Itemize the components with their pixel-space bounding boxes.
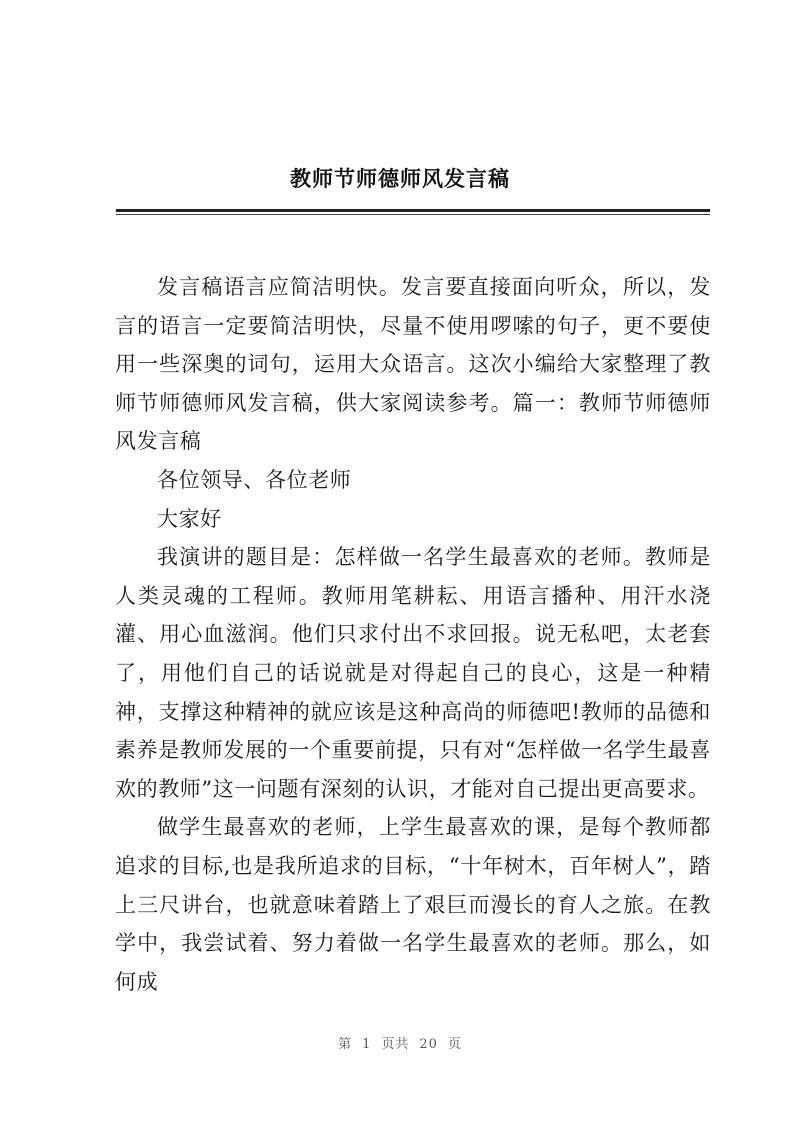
page-footer bbox=[0, 1033, 800, 1052]
footer-prefix: 第 bbox=[338, 1037, 353, 1052]
footer-page-number: 1 bbox=[362, 1037, 372, 1052]
footer-total-pages: 20 bbox=[419, 1037, 438, 1052]
paragraph-greeting: 大家好 bbox=[157, 506, 222, 531]
document-body bbox=[115, 268, 711, 1001]
footer-suffix: 页 bbox=[447, 1037, 462, 1052]
title-rule-thin bbox=[116, 214, 710, 215]
document-title: 教师节师德师风发言稿 bbox=[290, 167, 510, 191]
paragraph-intro: 发言稿语言应简洁明快。发言要直接面向听众，所以，发言的语言一定要简洁明快，尽量不使用啰嗦的句子，更不要使用一些深奥的词句，运用大众语言。这次小编给大家整理了教师节师德师风发言稿，供大家阅读参考。篇一：教师节师德师风发言稿 bbox=[115, 275, 711, 454]
paragraph-salutation: 各位领导、各位老师 bbox=[157, 467, 352, 492]
footer-middle: 页共 bbox=[381, 1037, 410, 1052]
paragraph-topic: 我演讲的题目是：怎样做一名学生最喜欢的老师。教师是人类灵魂的工程师。教师用笔耕耘、用语言播种、用汗水浇灌、用心血滋润。他们只求付出不求回报。说无私吧，太老套了，用他们自己的话说就是对得起自己的良心，这是一种精神，支撑这种精神的就应该是这种高尚的师德吧!教师的品德和素养是教师发展的一个重要前提，只有对“怎样做一名学生最喜欢的教师”这一问题有深刻的认识，才能对自己提出更高要求。 bbox=[115, 545, 711, 801]
paragraph-goal: 做学生最喜欢的老师，上学生最喜欢的课，是每个教师都追求的目标,也是我所追求的目标，“十年树木，百年树人”，踏上三尺讲台，也就意味着踏上了艰巨而漫长的育人之旅。在教学中，我尝试着、努力着做一名学生最喜欢的老师。那么，如何成 bbox=[115, 815, 711, 994]
title-rule-thick bbox=[116, 209, 710, 212]
